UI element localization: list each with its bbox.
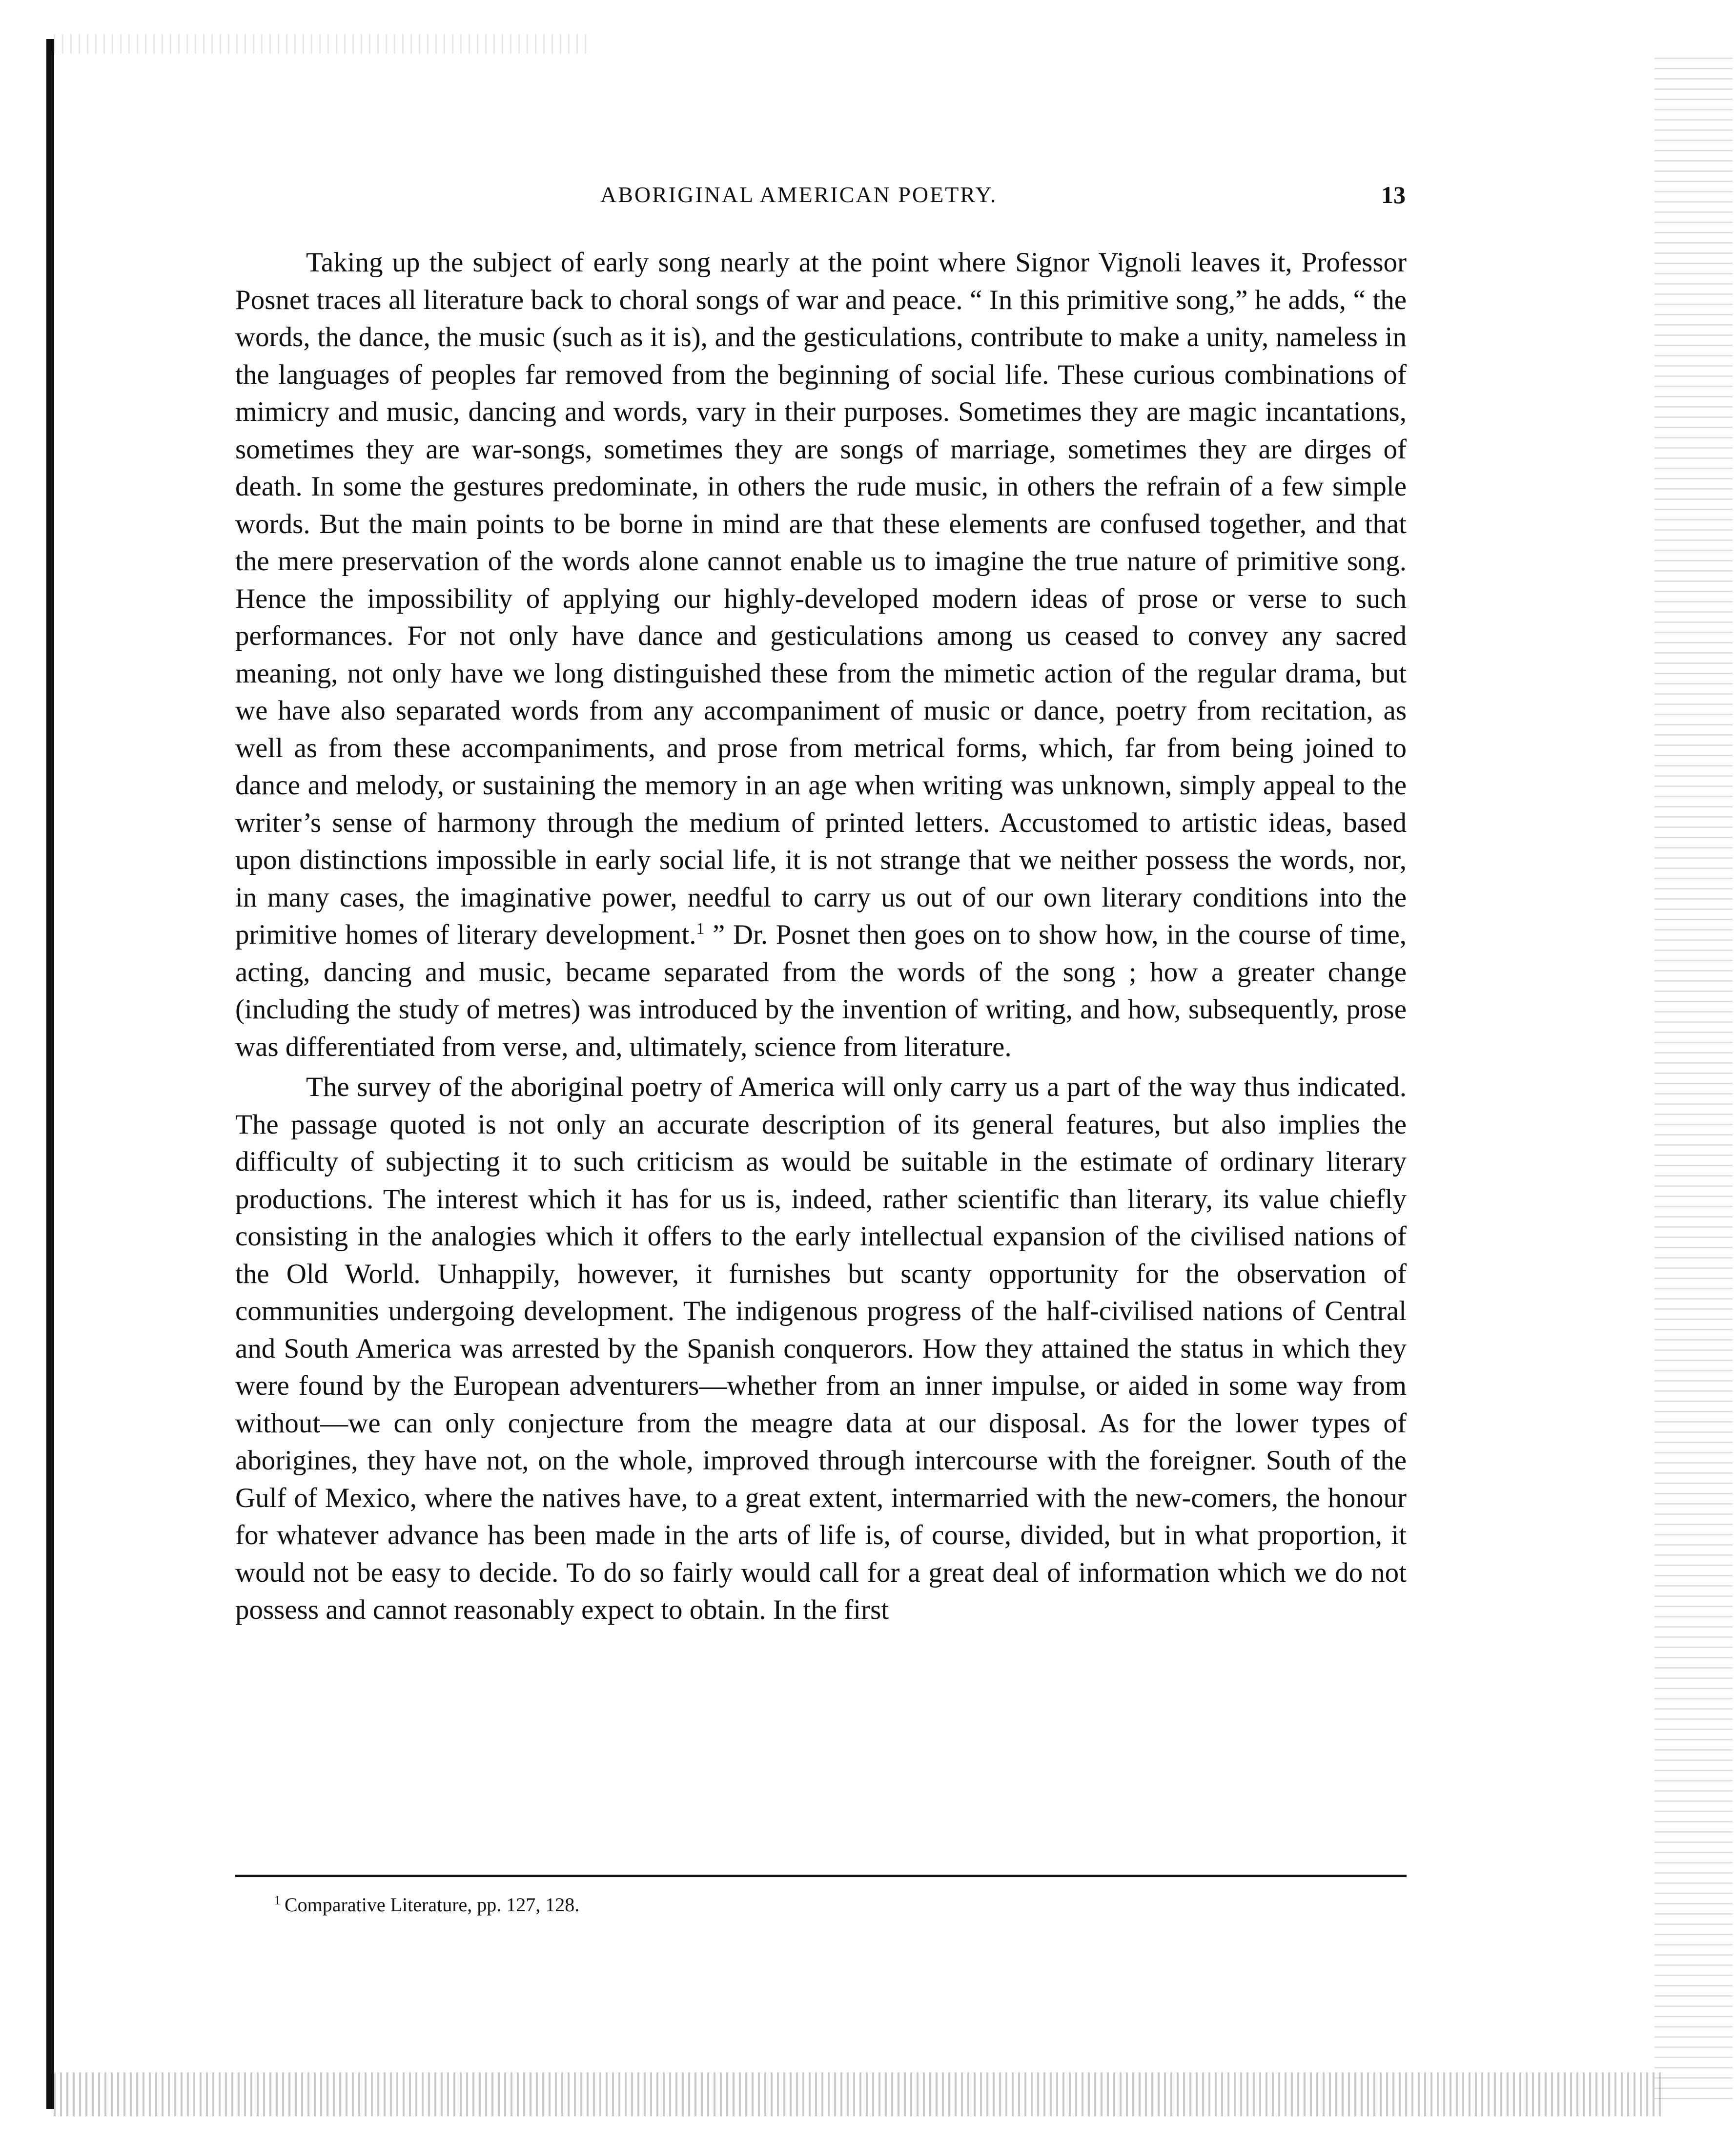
paragraph-2: The survey of the aboriginal poetry of America will only carry us a part of the way thus indicated. The passage quoted is not only an accurate description of its general features, but also implies the difficulty of subjecting it to such criticism as would be suitable in the estimate of ordinary literary productions. The interest which it has for us is, indeed, rather scientific than literary, its value chiefly consisting in the analogies which it offers to the early intellectual expansion of the civilised nations of the Old World. Unhappily, however, it furnishes but scanty opportunity for the observation of communities undergoing development. The indigenous progress of the half-civilised nations of Central and South America was arrested by the Spanish conquerors. How they attained the status in which they were found by the European adventurers—whether from an inner impulse, or aided in some way from without—we can only conjecture from the meagre data at our disposal. As for the lower types of aborigines, they have not, on the whole, improved through intercourse with the foreigner. South of the Gulf of Mexico, where the natives have, to a great extent, intermarried with the new-comers, the honour for whatever advance has been made in the arts of life is, of course, divided, but in what proportion, it would not be easy to decide. To do so fairly would call for a great deal of information which we do not possess and cannot reasonably expect to obtain. In the first: [235, 1072, 1407, 1625]
scan-noise-right: [1654, 49, 1733, 2099]
footnote-reference-marker[interactable]: 1: [696, 920, 705, 938]
footnote-number: 1: [274, 1893, 281, 1907]
page-number: 13: [1381, 181, 1406, 208]
scan-noise-top: [54, 34, 591, 54]
footnote-divider: [235, 1875, 1407, 1877]
binding-edge-shadow: [46, 39, 54, 2109]
running-title: ABORIGINAL AMERICAN POETRY.: [600, 182, 998, 207]
footnote: [274, 1893, 579, 1916]
main-text: [235, 244, 1407, 1629]
paragraph-1-continuation: ” Dr. Posnet then goes on to show how, in the course of time, acting, dancing and music, became separated from the words of the song ; how a greater change (including the study of metres) was introduced by the invention of writing, and how, subsequently, prose was differentiated from verse, and, ultimately, science from literature.: [235, 919, 1407, 1062]
footnote-text: Comparative Literature, pp. 127, 128.: [285, 1894, 580, 1916]
paragraph-1: [235, 244, 1407, 1066]
scan-noise-bottom: [54, 2072, 1664, 2116]
paragraph-1-text: Taking up the subject of early song nearly at the point where Signor Vignoli leaves it, Professor Posnet traces all literature back to choral songs of war and peace. “ In this primitive song,” he adds, “ the words, the dance, the music (such as it is), and the gesticulations, contribute to make a unity, nameless in the languages of peoples far removed from the beginning of social life. These curious combinations of mimicry and music, dancing and words, vary in their purposes. Sometimes they are magic incantations, sometimes they are war-songs, sometimes they are songs of marriage, sometimes they are dirges of death. In some the gestures predominate, in others the rude music, in others the refrain of a few simple words. But the main points to be borne in mind are that these elements are confused together, and that the mere preservation of the words alone cannot enable us to imagine the true nature of primitive song. Hence the impossibility of applying our highly-developed modern ideas of prose or verse to such performances. For not only have dance and gesticulations among us ceased to convey any sacred meaning, not only have we long distinguished these from the mimetic action of the regular drama, but we have also separated words from any accompaniment of music or dance, poetry from recitation, as well as from these accompaniments, and prose from metrical forms, which, far from being joined to dance and melody, or sustaining the memory in an age when writing was unknown, simply appeal to the writer’s sense of harmony through the medium of printed letters. Accustomed to artistic ideas, based upon distinctions impossible in early social life, it is not strange that we neither possess the words, nor, in many cases, the imaginative power, needful to carry us out of our own literary conditions into the primitive homes of literary development.: [235, 247, 1407, 950]
